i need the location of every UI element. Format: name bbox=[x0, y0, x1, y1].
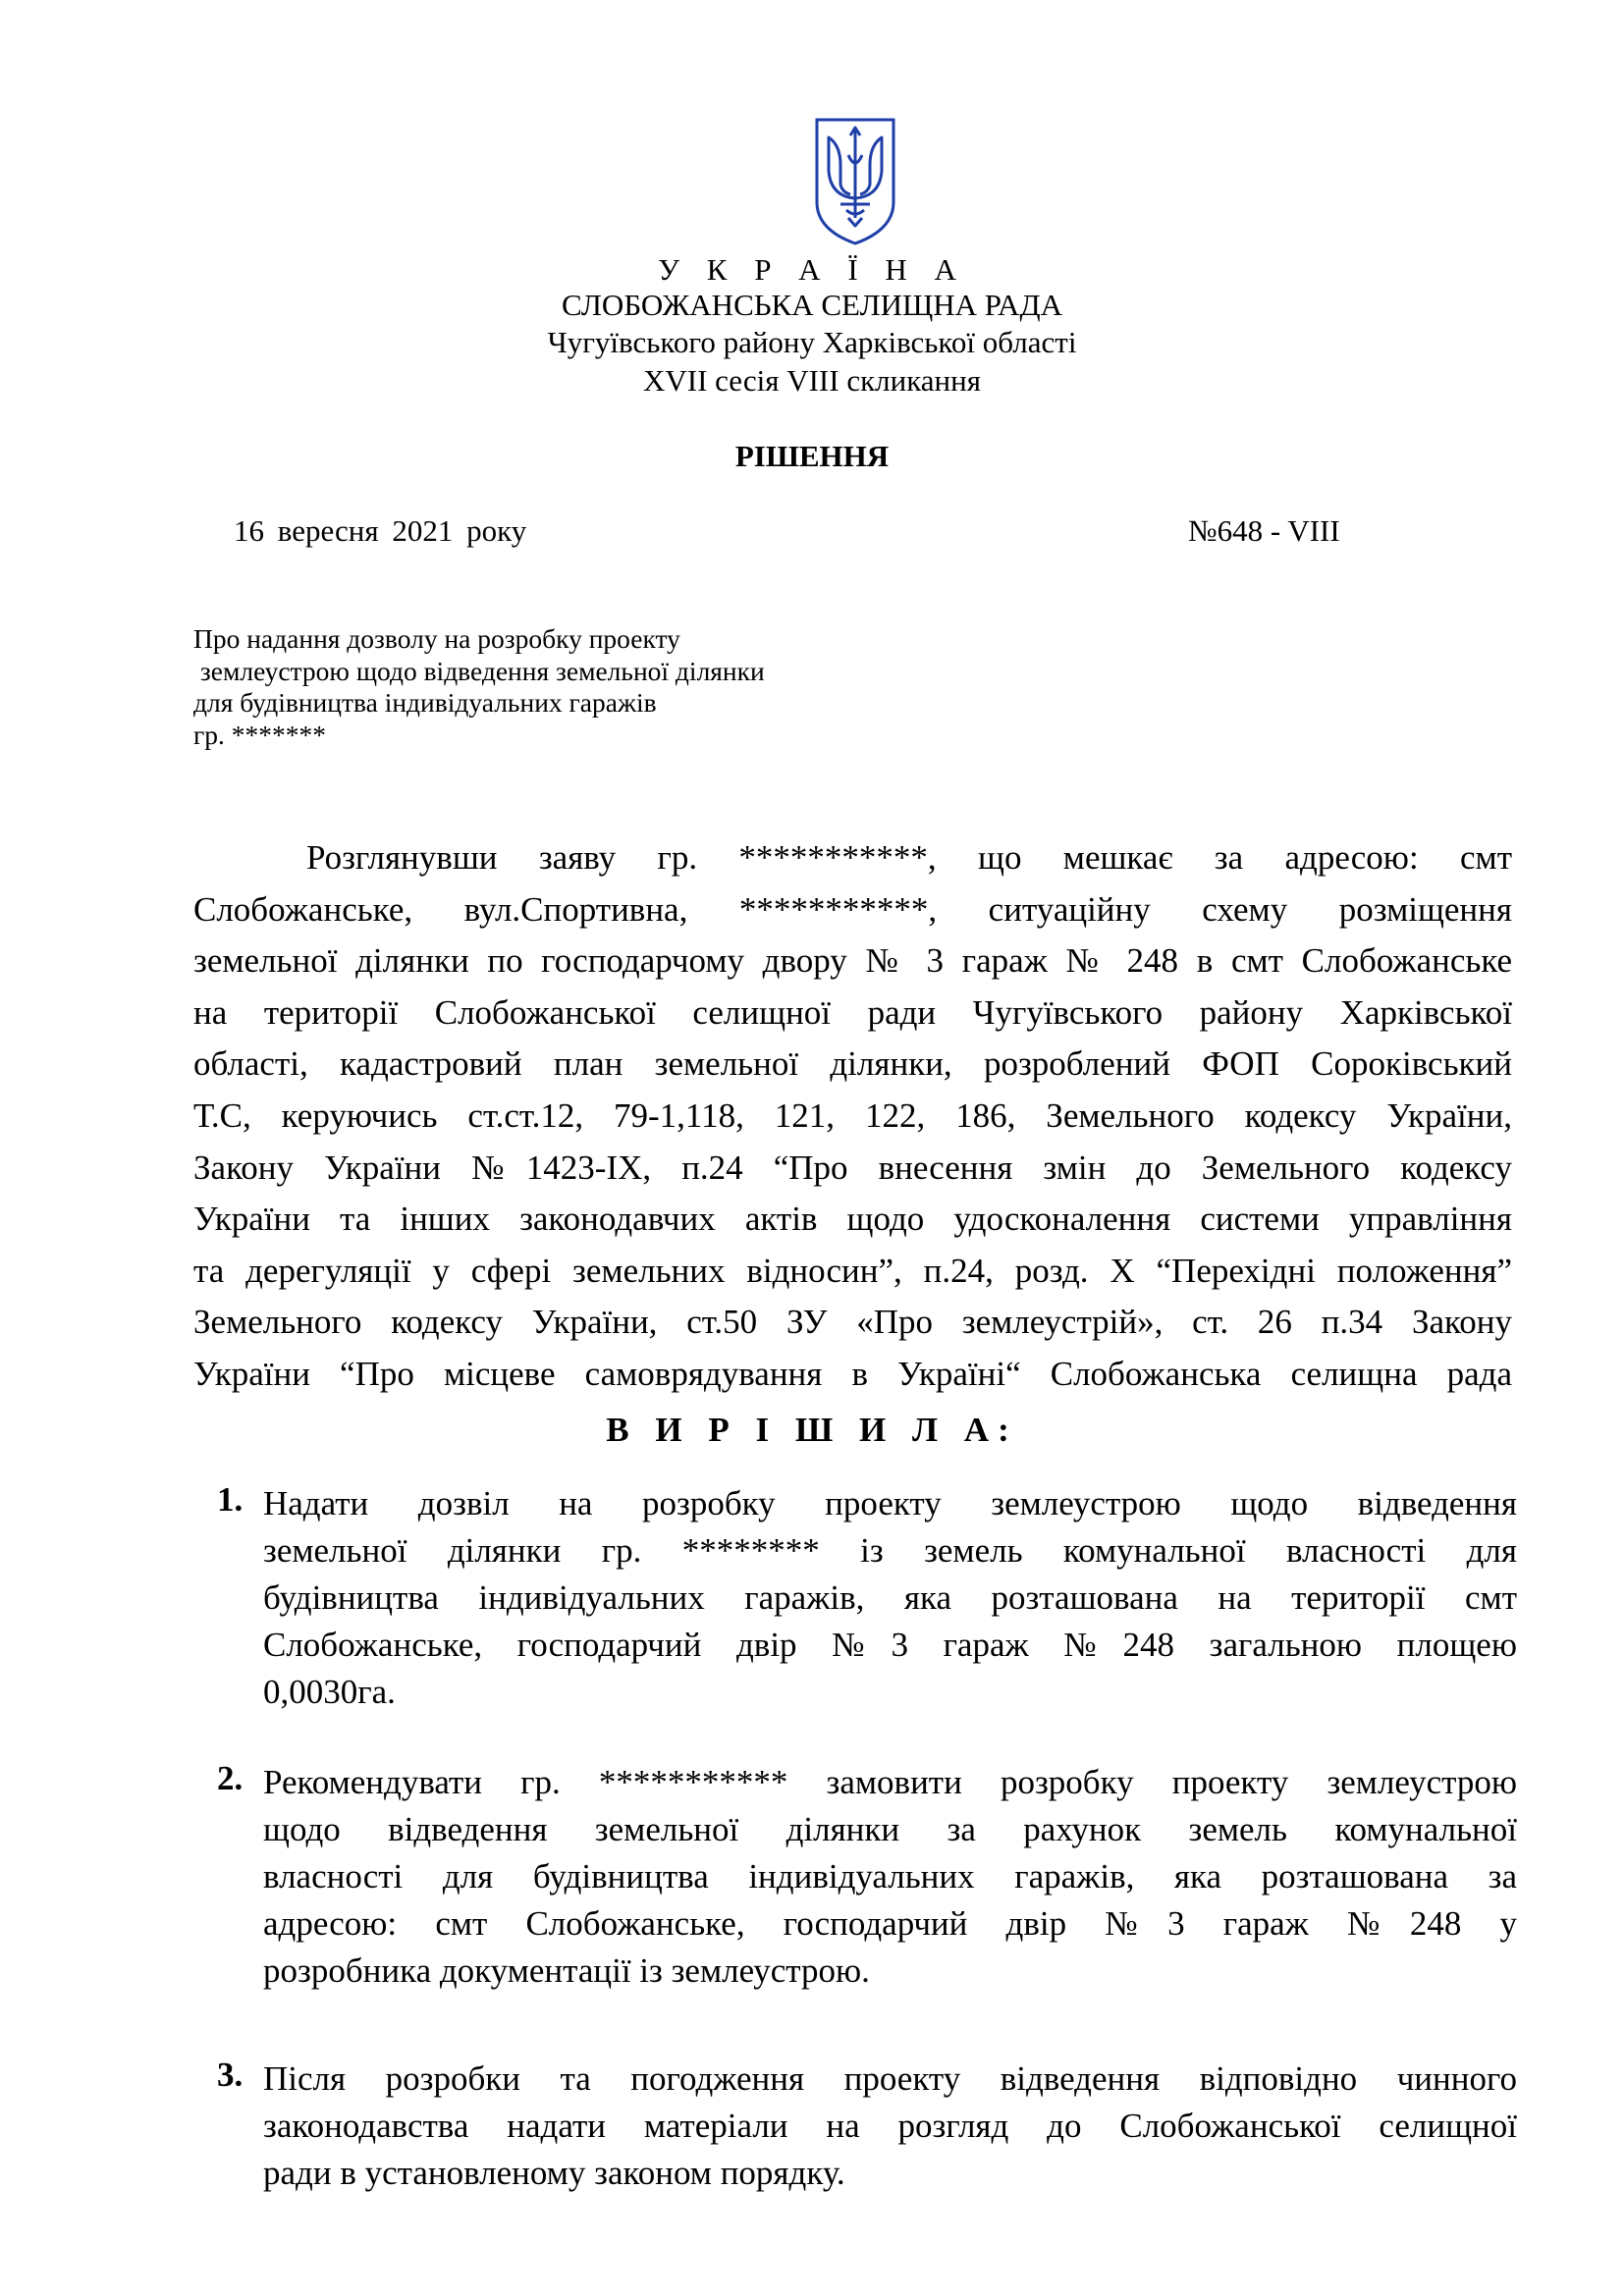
coat-of-arms-icon bbox=[811, 116, 899, 245]
item-line: 0,0030га. bbox=[263, 1673, 396, 1711]
header-session: XVII сесія VIII скликання bbox=[643, 363, 981, 398]
item-line: земельної ділянки гр. ******** із земель комунальної власності для bbox=[263, 1531, 1517, 1570]
preamble-line: земельної ділянки по господарчому двору № 3 гараж № 248 в смт Слобожанське bbox=[193, 941, 1512, 981]
preamble-line: Слобожанське, вул.Спортивна, ***********, ситуаційну схему розміщення bbox=[193, 889, 1512, 929]
document-number: №648 - VIII bbox=[1188, 513, 1340, 548]
header-council: СЛОБОЖАНСЬКА СЕЛИЩНА РАДА bbox=[562, 288, 1062, 322]
subject-line: для будівництва індивідуальних гаражів bbox=[193, 687, 657, 719]
decision-item-2 bbox=[217, 1759, 1517, 1995]
subject-line: Про надання дозволу на розробку проекту bbox=[193, 623, 680, 654]
preamble-line: та дерегуляції у сфері земельних відносин”, п.24, розд. X “Перехідні положення” bbox=[193, 1251, 1512, 1290]
item-line: власності для будівництва індивідуальних гаражів, яка розташована за bbox=[263, 1857, 1517, 1896]
header-country: У К Р А Ї Н А bbox=[658, 252, 966, 287]
decision-item-1 bbox=[217, 1480, 1517, 1716]
subject-line: гр. ******* bbox=[193, 719, 327, 750]
item-line: Слобожанське, господарчий двір №3 гараж №248 загальною площею bbox=[263, 1626, 1517, 1664]
header-district: Чугуївського району Харківської області bbox=[547, 325, 1077, 359]
subject-line: землеустрою щодо відведення земельної ділянки bbox=[193, 655, 765, 686]
item-line: законодавства надати матеріали на розгляд до Слобожанської селищної bbox=[263, 2107, 1517, 2145]
item-line: щодо відведення земельної ділянки за рахунок земель комунальної bbox=[263, 1810, 1517, 1848]
preamble-paragraph bbox=[193, 832, 1512, 1401]
item-line: Після розробки та погодження проекту відведення відповідно чинного bbox=[263, 2059, 1517, 2098]
preamble-line: України “Про місцеве самоврядування в Україні“ Слобожанська селищна рада bbox=[193, 1354, 1512, 1393]
item-line: адресою: смт Слобожанське, господарчий двір №3 гараж №248 у bbox=[263, 1904, 1517, 1943]
item-line: ради в установленому законом порядку. bbox=[263, 2154, 845, 2192]
document-date: 16 вересня 2021 року bbox=[234, 513, 527, 548]
preamble-line: на території Слобожанської селищної ради Чугуївського району Харківської bbox=[193, 992, 1512, 1032]
preamble-line: Закону України №1423-IX, п.24 “Про внесення змін до Земельного кодексу bbox=[193, 1148, 1512, 1187]
item-line: Надати дозвіл на розробку проекту землеустрою щодо відведення bbox=[263, 1484, 1517, 1522]
preamble-line: України та інших законодавчих актів щодо удосконалення системи управління bbox=[193, 1200, 1512, 1239]
item-line: Рекомендувати гр. *********** замовити розробку проекту землеустрою bbox=[263, 1763, 1517, 1801]
item-number: 2. bbox=[217, 1759, 244, 1797]
item-number: 1. bbox=[217, 1480, 244, 1519]
item-line: будівництва індивідуальних гаражів, яка розташована на території смт bbox=[263, 1578, 1517, 1617]
decided-heading: В И Р І Ш И Л А: bbox=[606, 1411, 1018, 1449]
preamble-line: Земельного кодексу України, ст.50 ЗУ «Про землеустрій», ст. 26 п.34 Закону bbox=[193, 1303, 1512, 1342]
document-subject bbox=[193, 623, 765, 751]
preamble-line: Розглянувши заяву гр. ***********, що мешкає за адресою: смт bbox=[306, 838, 1512, 877]
document-title: РІШЕННЯ bbox=[734, 439, 890, 473]
item-line: розробника документації із землеустрою. bbox=[263, 1951, 870, 1990]
decision-item-3 bbox=[217, 2056, 1517, 2197]
preamble-line: Т.С, керуючись ст.ст.12, 79-1,118, 121, 122, 186, Земельного кодексу України, bbox=[193, 1095, 1512, 1135]
preamble-line: області, кадастровий план земельної ділянки, розроблений ФОП Сороківський bbox=[193, 1044, 1512, 1084]
item-number: 3. bbox=[217, 2056, 244, 2094]
